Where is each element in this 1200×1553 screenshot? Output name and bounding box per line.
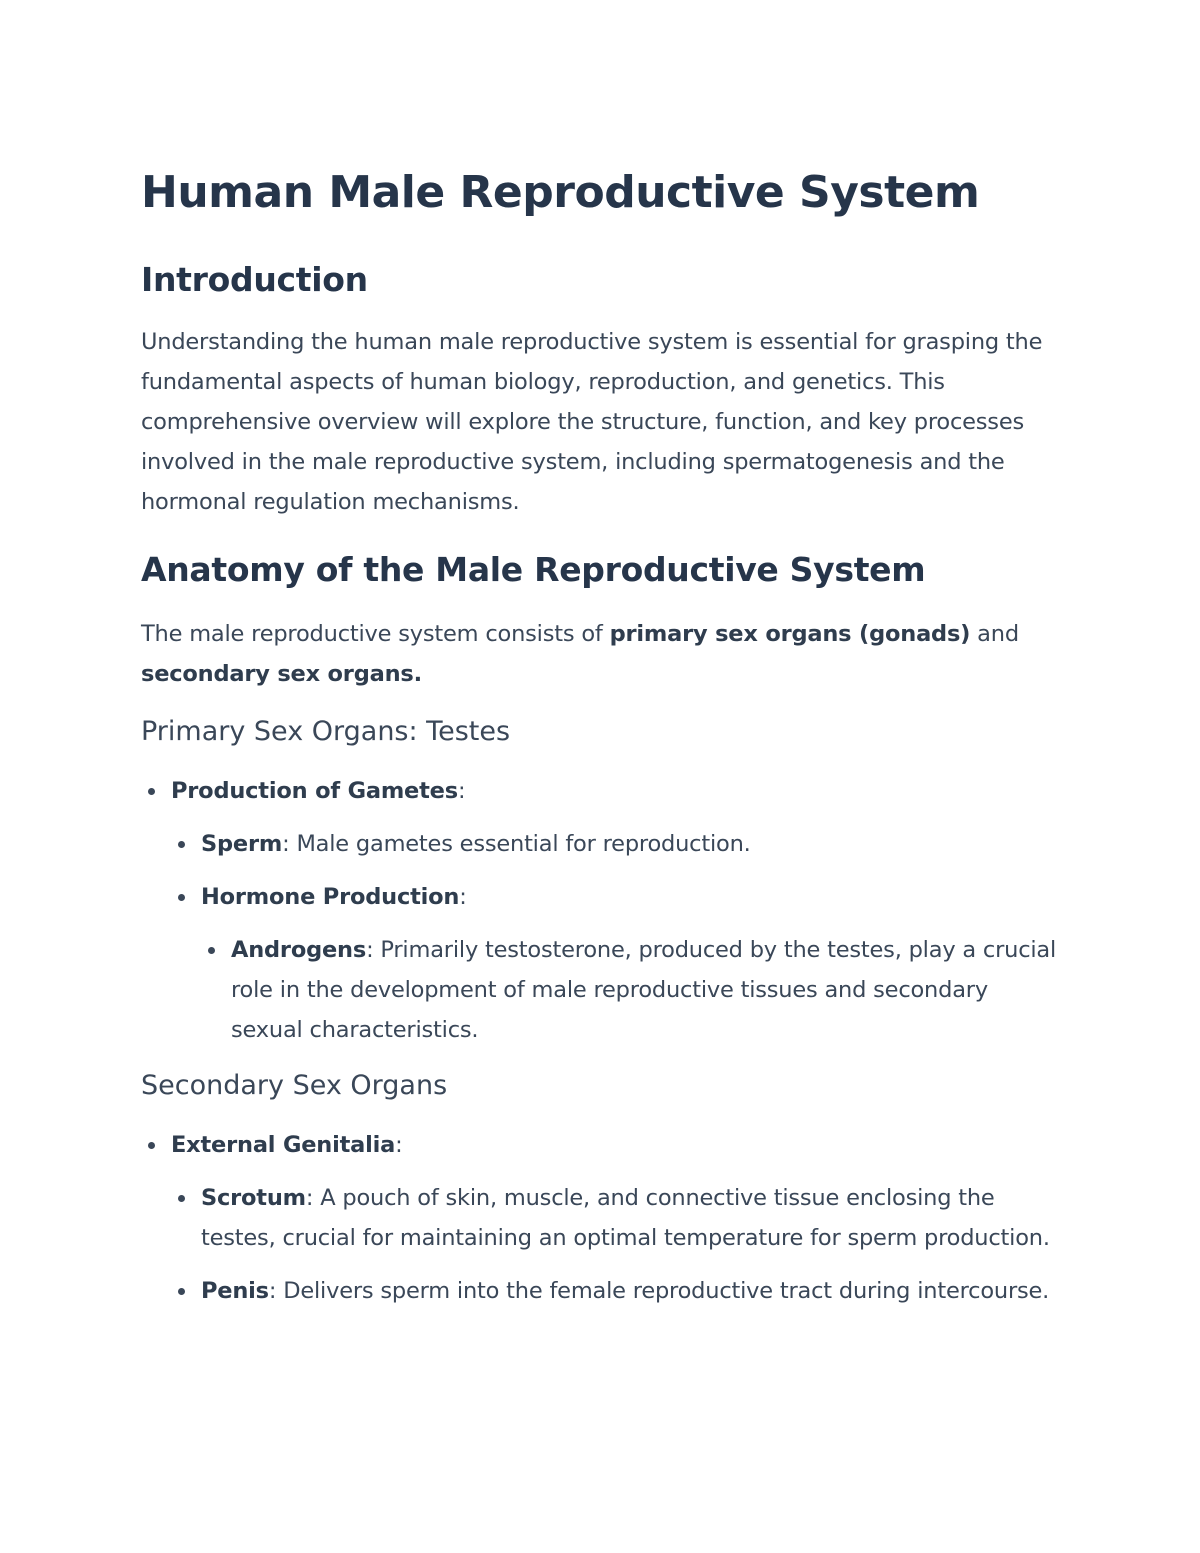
scrotum-label: Scrotum bbox=[201, 1185, 306, 1211]
androgens-label: Androgens bbox=[231, 937, 367, 963]
document-page bbox=[141, 162, 1061, 1311]
list-item-sperm bbox=[201, 824, 1061, 864]
list-item-penis bbox=[201, 1271, 1061, 1311]
sperm-text: : Male gametes essential for reproduction. bbox=[282, 831, 751, 857]
secondary-organs-heading: Secondary Sex Organs bbox=[141, 1070, 448, 1101]
scrotum-text: : A pouch of skin, muscle, and connective tissue enclosing the testes, crucial for maintaining an optimal temperature for sperm production. bbox=[201, 1185, 1050, 1251]
list-item-hormone bbox=[201, 877, 1061, 917]
bullet-icon bbox=[178, 841, 185, 848]
anatomy-para-mid: and bbox=[970, 621, 1019, 647]
sperm-label: Sperm bbox=[201, 831, 283, 857]
secondary-organs-list bbox=[141, 1125, 1061, 1311]
bullet-icon bbox=[148, 788, 155, 795]
primary-organs-heading: Primary Sex Organs: Testes bbox=[141, 716, 511, 747]
gametes-colon: : bbox=[457, 778, 466, 804]
list-item-androgens bbox=[231, 930, 1061, 1050]
anatomy-para-prefix: The male reproductive system consists of bbox=[141, 621, 610, 647]
bullet-icon bbox=[178, 894, 185, 901]
page-title: Human Male Reproductive System bbox=[141, 167, 980, 218]
androgens-text: : Primarily testosterone, produced by the testes, play a crucial role in the development of male reproductive tissues and secondary sexual characteristics. bbox=[231, 937, 1057, 1043]
hormone-colon: : bbox=[459, 884, 467, 910]
list-item-scrotum bbox=[201, 1178, 1061, 1258]
penis-label: Penis bbox=[201, 1278, 269, 1304]
primary-organs-list bbox=[141, 771, 1061, 1050]
bullet-icon bbox=[208, 947, 215, 954]
hormone-label: Hormone Production bbox=[201, 884, 460, 910]
penis-text: : Delivers sperm into the female reproductive tract during intercourse. bbox=[268, 1278, 1050, 1304]
anatomy-paragraph bbox=[141, 614, 1061, 694]
external-genitalia-colon: : bbox=[395, 1132, 403, 1158]
intro-paragraph: Understanding the human male reproductive system is essential for grasping the fundamental aspects of human biology, reproduction, and genetics. This comprehensive overview will explore the structure, function, and key processes involved in the male reproductive system, including spermatogenesis and the hormonal regulation mechanisms. bbox=[141, 329, 1043, 515]
secondary-sex-organs-term: secondary sex organs bbox=[141, 661, 414, 687]
primary-sex-organs-term: primary sex organs (gonads) bbox=[609, 621, 971, 647]
bullet-icon bbox=[178, 1288, 185, 1295]
bullet-icon bbox=[148, 1142, 155, 1149]
list-item-external-genitalia bbox=[171, 1125, 1061, 1165]
intro-heading: Introduction bbox=[141, 260, 368, 299]
gametes-label: Production of Gametes bbox=[171, 778, 458, 804]
list-item-gametes bbox=[171, 771, 1061, 811]
bullet-icon bbox=[178, 1195, 185, 1202]
anatomy-heading: Anatomy of the Male Reproductive System bbox=[141, 550, 926, 589]
external-genitalia-label: External Genitalia bbox=[171, 1132, 396, 1158]
anatomy-para-end: . bbox=[413, 661, 422, 687]
